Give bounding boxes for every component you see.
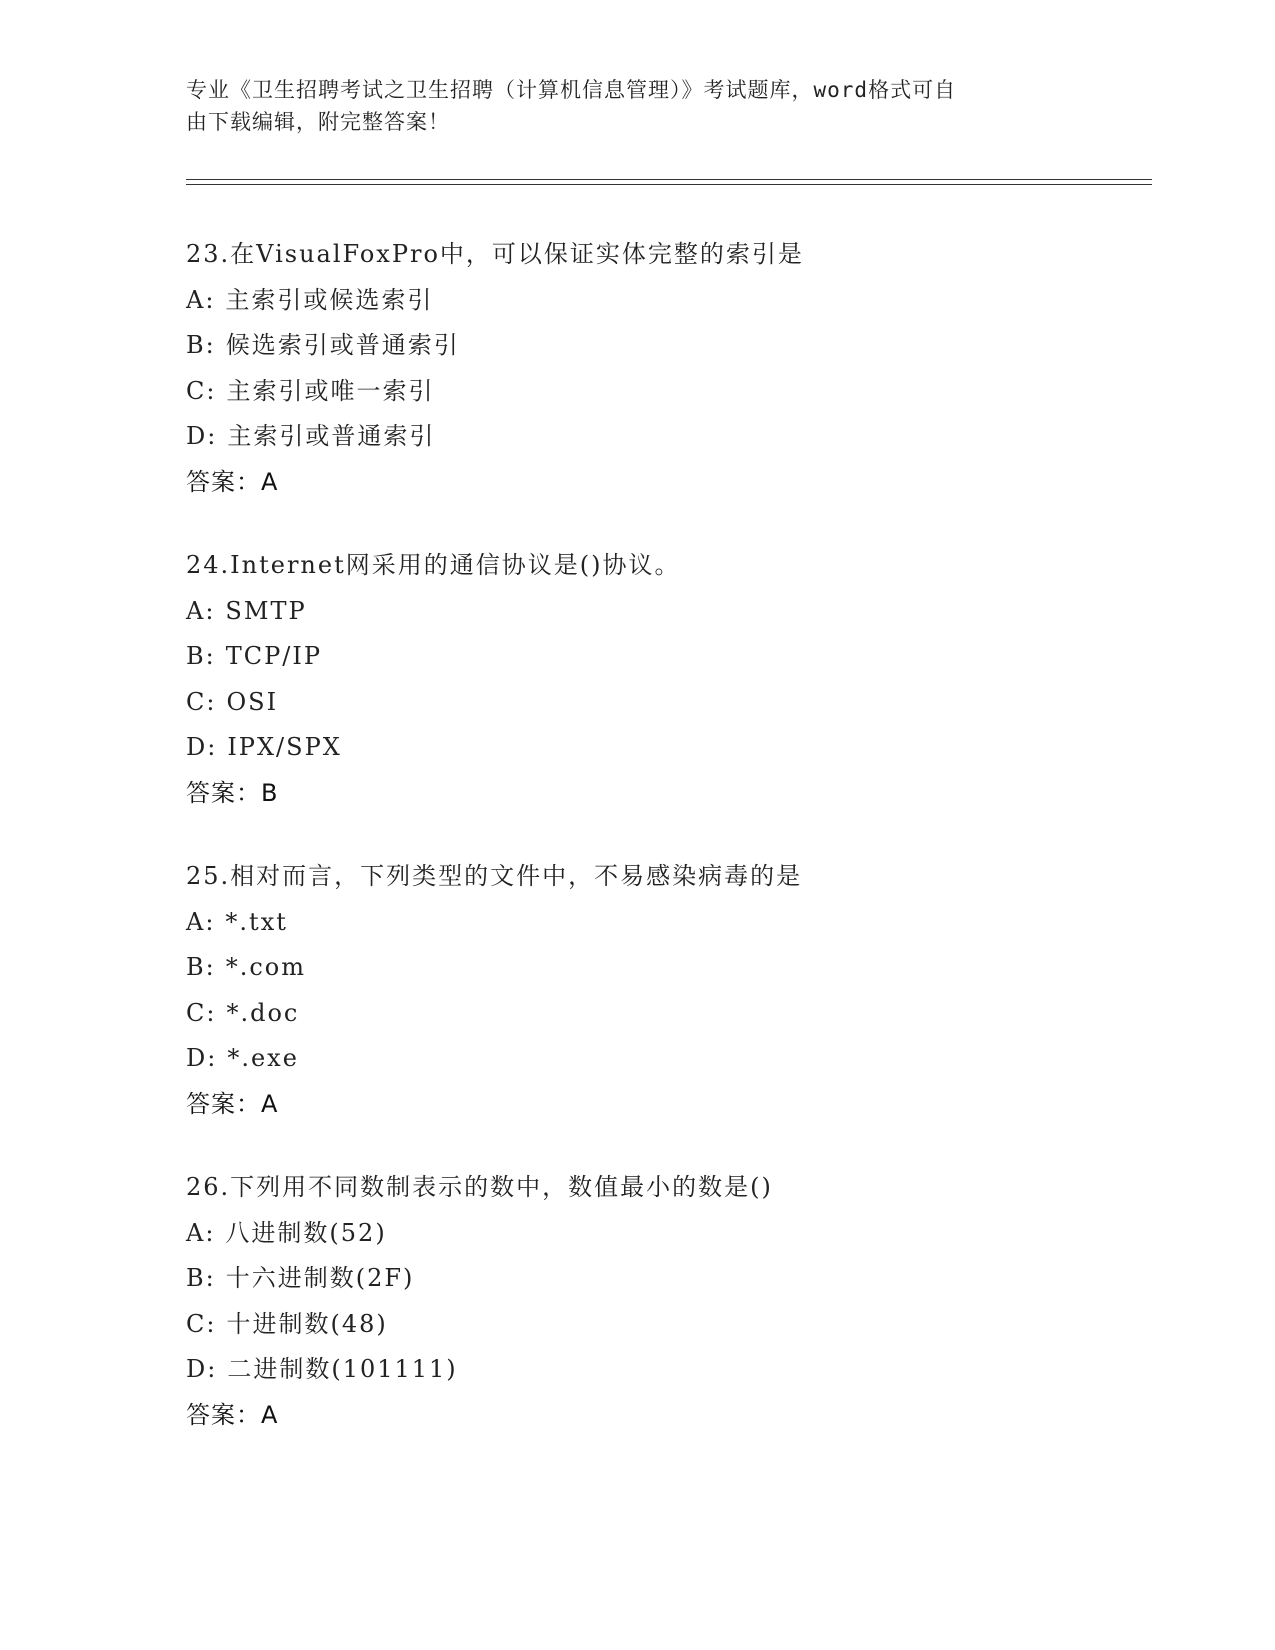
question-24 [186, 543, 1146, 816]
option-b [186, 1256, 1146, 1302]
answer-label: 答案：A [186, 467, 279, 496]
option-key: A: [186, 596, 216, 625]
option-text: TCP/IP [225, 642, 322, 670]
option-key: B: [186, 331, 216, 359]
option-text: 二进制数(101111) [227, 1355, 458, 1383]
question-stem: 24.Internet网采用的通信协议是()协议。 [186, 551, 681, 579]
option-key: A: [186, 1218, 216, 1247]
option-a [186, 589, 1146, 635]
option-a [186, 1211, 1146, 1257]
option-c [186, 1302, 1146, 1348]
answer-label: 答案：A [186, 1089, 279, 1118]
option-text: SMTP [225, 596, 307, 625]
option-text: 主索引或候选索引 [225, 285, 434, 314]
question-stem: 25.相对而言，下列类型的文件中，不易感染病毒的是 [186, 862, 803, 890]
option-text: 候选索引或普通索引 [225, 331, 460, 359]
option-a [186, 278, 1146, 324]
option-key: D: [186, 1044, 218, 1072]
option-c [186, 369, 1146, 415]
option-d [186, 1036, 1146, 1082]
option-key: D: [186, 422, 218, 450]
option-key: C: [186, 376, 217, 405]
option-key: A: [186, 907, 216, 936]
question-23 [186, 232, 1146, 505]
option-text: 主索引或唯一索引 [226, 376, 435, 405]
option-d [186, 1347, 1146, 1393]
option-key: B: [186, 953, 216, 981]
option-d [186, 414, 1146, 460]
option-a [186, 900, 1146, 946]
question-list [186, 232, 1146, 1476]
option-text: IPX/SPX [227, 733, 342, 761]
option-key: C: [186, 1309, 217, 1338]
option-b [186, 323, 1146, 369]
option-c [186, 991, 1146, 1037]
option-text: 十六进制数(2F) [225, 1264, 415, 1292]
option-text: 十进制数(48) [226, 1309, 388, 1338]
question-stem: 23.在VisualFoxPro中，可以保证实体完整的索引是 [186, 240, 804, 268]
option-d [186, 725, 1146, 771]
option-key: D: [186, 1355, 218, 1383]
option-key: D: [186, 733, 218, 761]
option-text: *.exe [227, 1044, 299, 1072]
option-text: *.txt [225, 907, 288, 936]
header-divider-bottom [186, 184, 1152, 185]
option-text: 八进制数(52) [225, 1218, 387, 1247]
option-b [186, 634, 1146, 680]
header-line-2: 由下载编辑，附完整答案！ [186, 110, 450, 134]
answer-label: 答案：B [186, 778, 279, 807]
option-key: B: [186, 642, 216, 670]
option-key: A: [186, 285, 216, 314]
question-26 [186, 1165, 1146, 1438]
option-text: *.com [225, 953, 307, 981]
option-text: OSI [226, 687, 279, 716]
option-b [186, 945, 1146, 991]
option-c [186, 680, 1146, 726]
option-key: B: [186, 1264, 216, 1292]
option-text: 主索引或普通索引 [227, 422, 436, 450]
question-stem: 26.下列用不同数制表示的数中，数值最小的数是() [186, 1173, 773, 1201]
header-divider-top [186, 179, 1152, 180]
option-key: C: [186, 687, 217, 716]
document-header [186, 74, 1066, 138]
answer-label: 答案：A [186, 1400, 279, 1429]
header-line-1: 专业《卫生招聘考试之卫生招聘（计算机信息管理）》考试题库，word格式可自 [186, 78, 957, 102]
question-25 [186, 854, 1146, 1127]
option-key: C: [186, 998, 217, 1027]
option-text: *.doc [226, 998, 300, 1027]
